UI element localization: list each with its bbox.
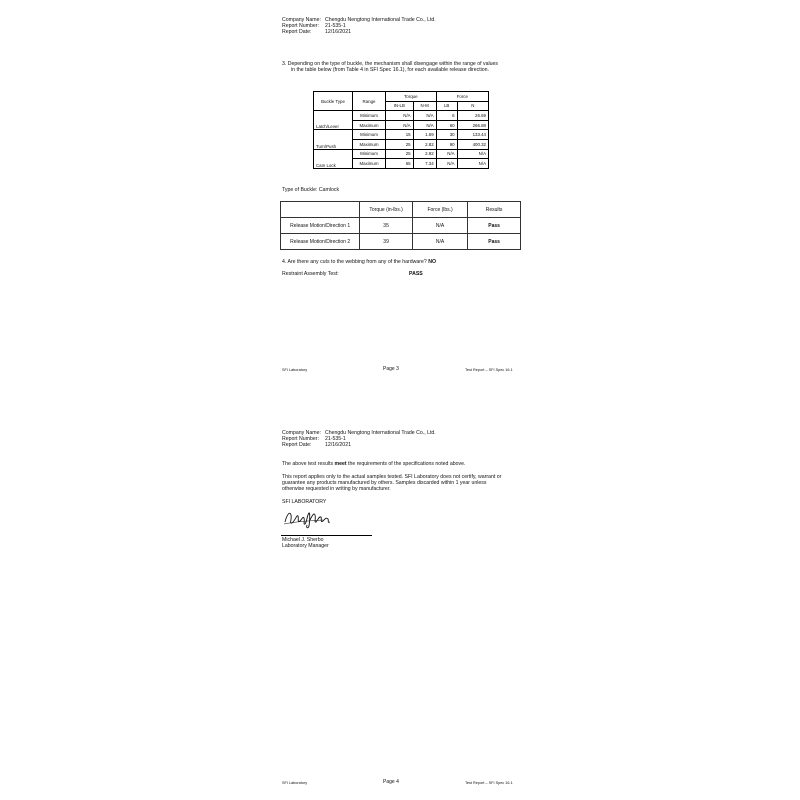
col-results: Results: [468, 202, 521, 218]
col-lb: LB: [436, 101, 457, 111]
table-row: Cam Lock Minimum 25 2.82 N/A N/A: [314, 149, 489, 159]
buckle-type-line: Type of Buckle: Camlock: [282, 187, 340, 193]
disclaimer-text: This report applies only to the actual samples tested. SFI Laboratory does not certify, warrant or guarantee any products manufactured by others. Samples discarded within 1 year unless otherwise requested in writing by manufacturer.: [282, 474, 502, 492]
report-number-line: Report Number: 21-535-1: [282, 436, 346, 442]
col-inlb: IN-LB: [386, 101, 414, 111]
table-row: Latch/Lever Minimum N/A N/A 6 26.69: [314, 111, 489, 121]
table-row: Release Motion/Direction 1 35 N/A Pass: [281, 218, 521, 234]
col-torque-inlbs: Torque (in-lbs.): [360, 202, 413, 218]
range-table: [313, 91, 489, 169]
col-force-lbs: Force (lbs.): [412, 202, 467, 218]
lab-name: SFI LABORATORY: [282, 499, 327, 505]
page3-footer-left: SFI Laboratory: [282, 368, 308, 372]
table-row: Maximum 25 2.82 90 400.32: [314, 139, 489, 149]
item3-text: 3. Depending on the type of buckle, the mechanism shall disengage within the range of values in the table below (from Table 4 in SFI Spec 16.1), for each available release direction.: [282, 61, 498, 73]
page4-footer-right: Test Report – SFI Spec 16.1: [465, 781, 513, 785]
page4-footer-center: Page 4: [383, 779, 399, 785]
company-name-line: Company Name: Chengdu Nengtong International Trade Co., Ltd.: [282, 17, 436, 23]
col-range: Range: [353, 92, 386, 111]
table-row: Maximum N/A N/A 60 266.88: [314, 120, 489, 130]
company-name-line: Company Name: Chengdu Nengtong International Trade Co., Ltd.: [282, 430, 436, 436]
signature-image: [283, 506, 333, 530]
signer-title: Laboratory Manager: [282, 543, 329, 549]
page3-footer-center: Page 3: [383, 366, 399, 372]
col-force: Force: [436, 92, 488, 102]
restraint-assembly-line: Restraint Assembly Test: PASS: [282, 271, 423, 277]
col-n: N: [457, 101, 488, 111]
report-number-line: Report Number: 21-535-1: [282, 23, 346, 29]
report-date-line: Report Date: 12/16/2021: [282, 442, 351, 448]
page4-header: [282, 430, 436, 448]
col-nm: N-M: [413, 101, 436, 111]
restraint-result: PASS: [409, 271, 423, 277]
col-blank: [281, 202, 360, 218]
item4-answer: NO: [428, 259, 436, 265]
results-table: [280, 201, 521, 250]
conformance-statement: The above test results meet the requirements of the specifications noted above.: [282, 461, 466, 467]
table-row: Maximum 65 7.34 N/A N/A: [314, 159, 489, 169]
table-row: Release Motion/Direction 2 39 N/A Pass: [281, 234, 521, 250]
page4-footer-left: SFI Laboratory: [282, 781, 308, 785]
item4-question: 4. Are there any cuts to the webbing from any of the hardware? NO: [282, 259, 436, 265]
report-date-line: Report Date: 12/16/2021: [282, 29, 351, 35]
page3-footer-right: Test Report – SFI Spec 16.1: [465, 368, 513, 372]
page3-header: [282, 17, 436, 35]
col-buckle-type: Buckle Type: [314, 92, 353, 111]
signer-block: [282, 537, 329, 549]
col-torque: Torque: [386, 92, 437, 102]
signer-name: Michael J. Sherbo: [282, 537, 324, 543]
table-row: Turn/Push Minimum 15 1.69 30 133.44: [314, 130, 489, 140]
signature-line: [281, 535, 372, 536]
